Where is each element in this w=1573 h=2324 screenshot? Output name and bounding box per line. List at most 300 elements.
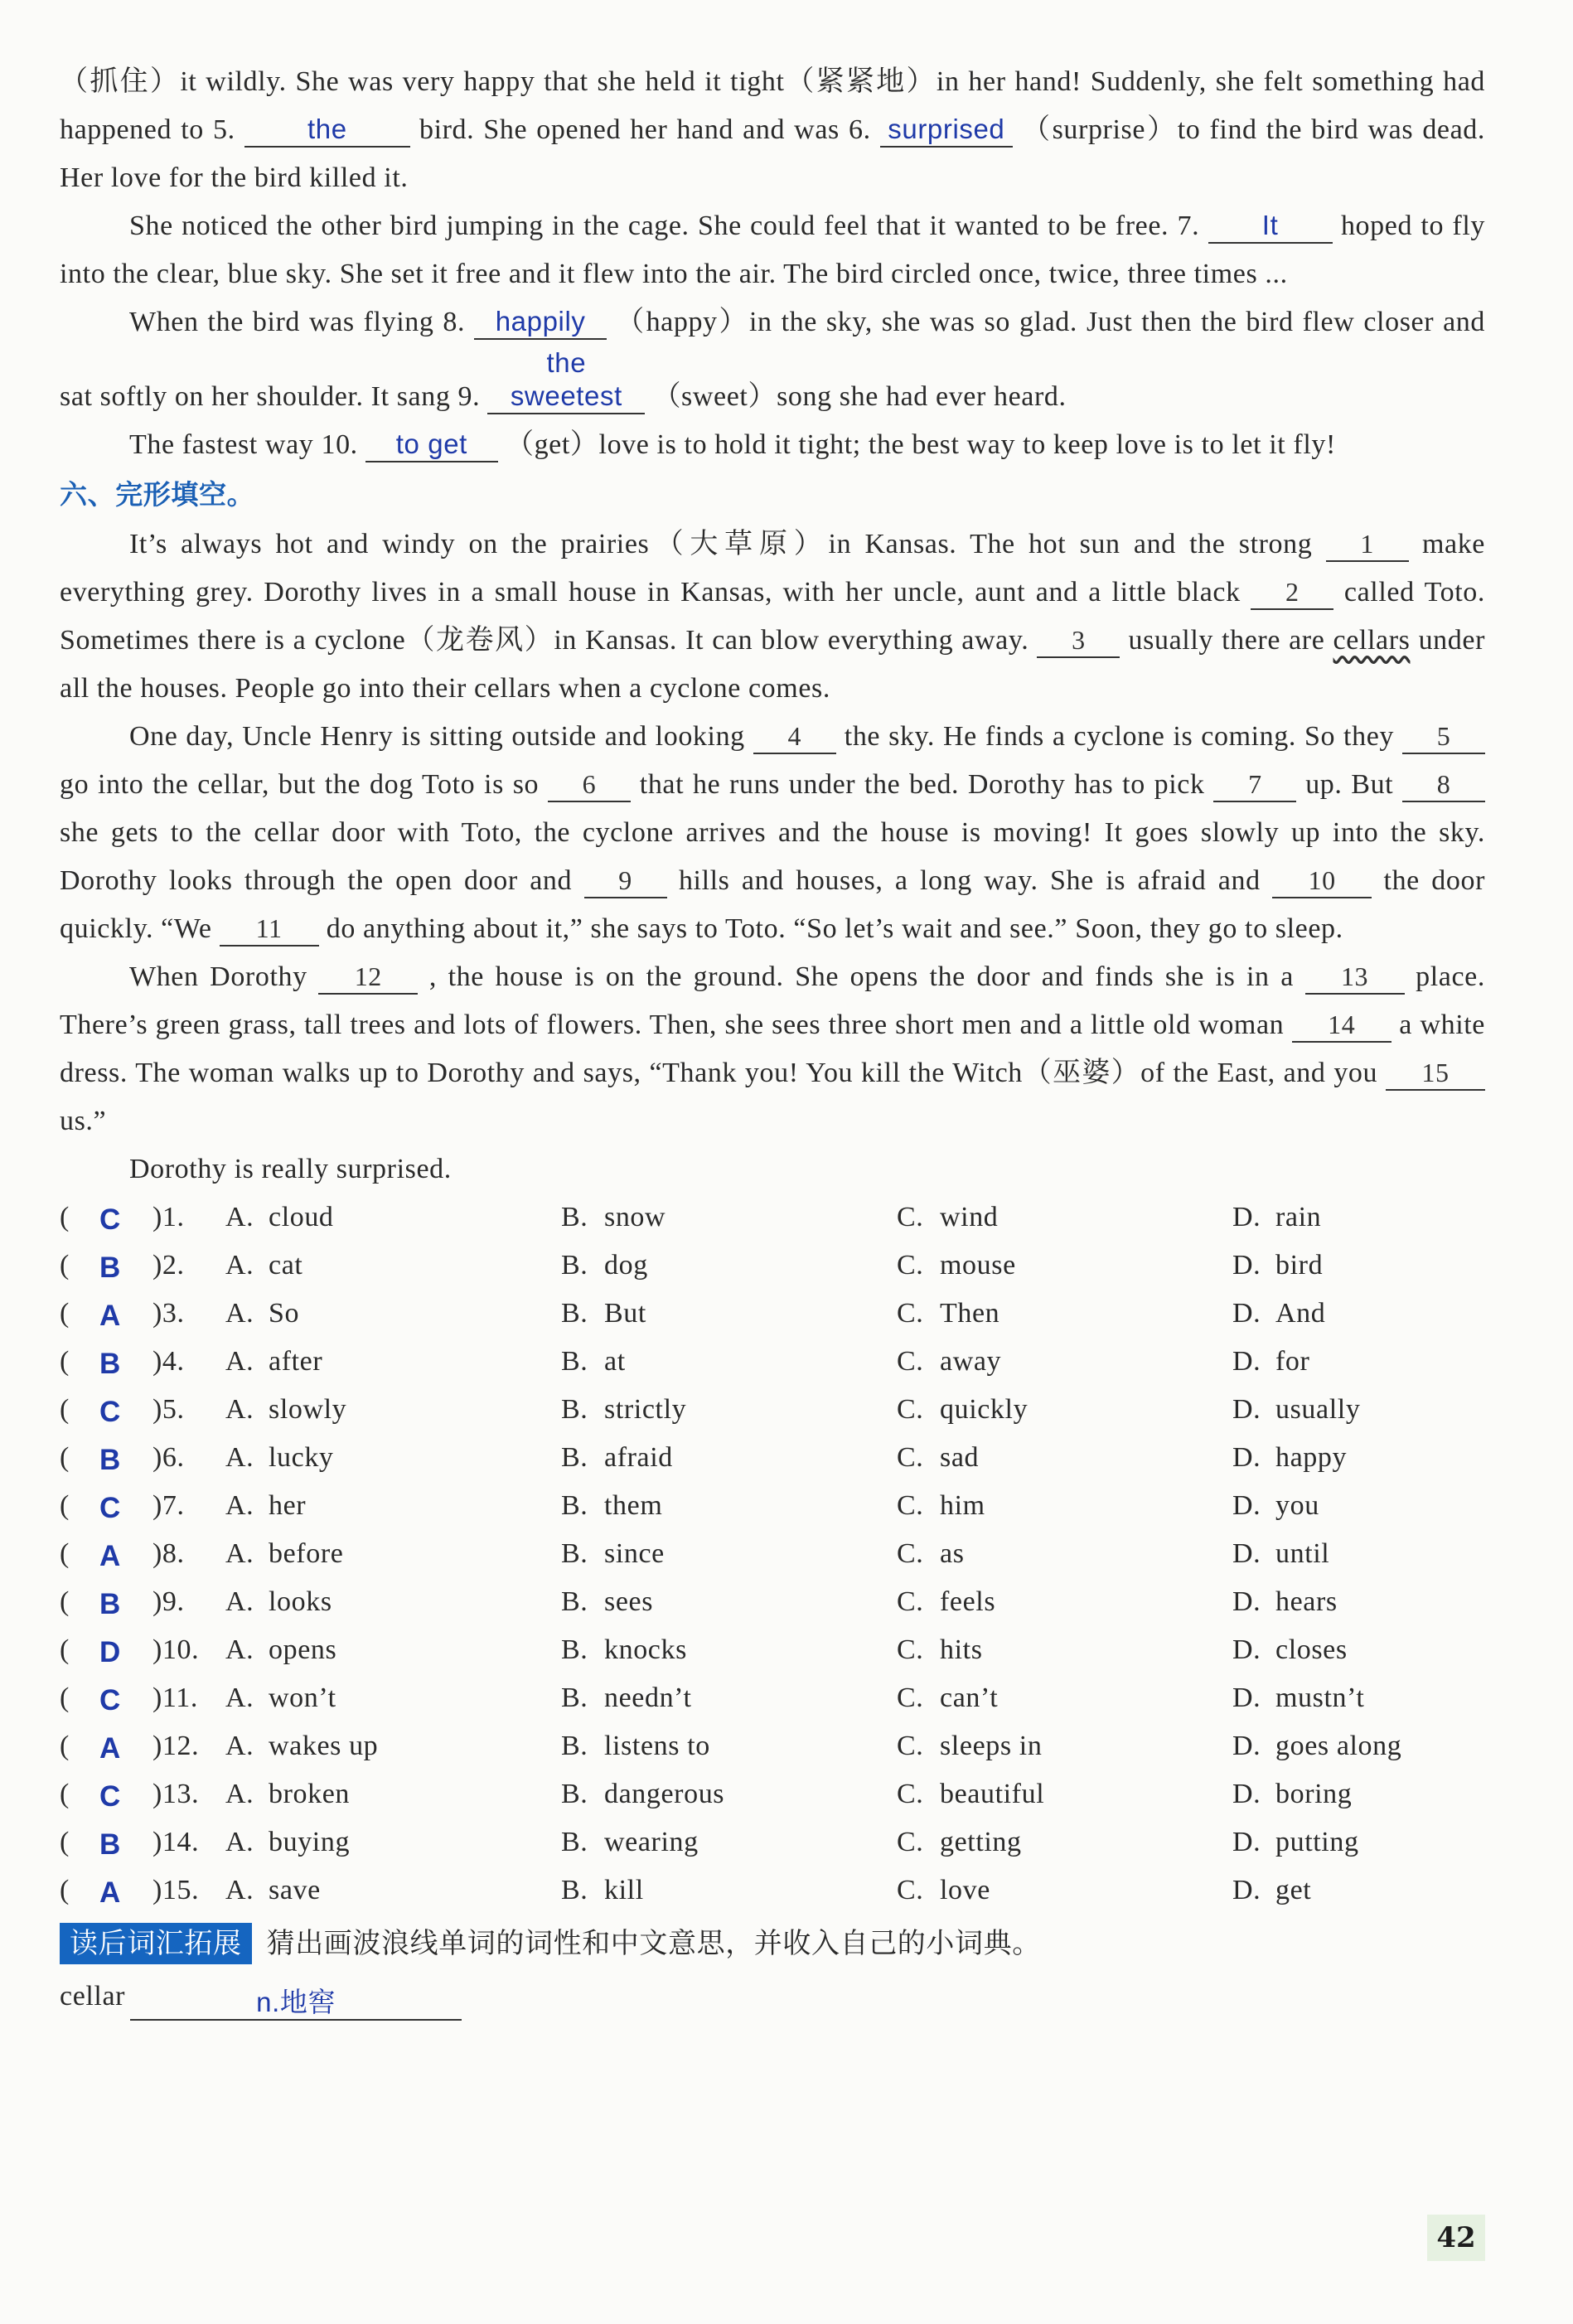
choice-row <box>60 1818 1485 1866</box>
option-label: B. <box>561 1682 588 1713</box>
open-paren: ( <box>60 1346 70 1377</box>
answer-letter: C <box>99 1396 121 1428</box>
text: When the bird was flying 8. <box>129 307 466 337</box>
option-a <box>225 1290 561 1338</box>
option-d <box>1232 1578 1338 1626</box>
vocab-answer-line <box>60 1973 1485 2021</box>
option-d <box>1232 1338 1309 1386</box>
text: place. There’s green grass, tall trees and lots of flowers. Then, she sees three short men and a little old woman <box>60 961 1485 1040</box>
cloze-blank-8: 8 <box>1402 767 1485 802</box>
option-label: C. <box>897 1298 924 1329</box>
option-d <box>1232 1770 1352 1818</box>
cloze-blank-12: 12 <box>318 960 418 995</box>
option-label: B. <box>561 1779 588 1809</box>
option-text: dangerous <box>604 1779 725 1809</box>
option-label: C. <box>897 1634 924 1665</box>
choice-row <box>60 1722 1485 1770</box>
option-label: D. <box>1232 1682 1261 1713</box>
open-paren: ( <box>60 1250 70 1281</box>
passage-paragraph-1 <box>60 58 1485 202</box>
question-number: )6. <box>152 1442 185 1473</box>
option-a <box>225 1530 561 1578</box>
option-label: D. <box>1232 1538 1261 1569</box>
option-text: sad <box>940 1442 980 1473</box>
text: One day, Uncle Henry is sitting outside and looking <box>129 721 745 752</box>
option-label: B. <box>561 1490 588 1521</box>
answer-letter: B <box>99 1588 121 1620</box>
text: the door quickly. “We <box>60 865 1486 944</box>
text: make everything grey. Dorothy lives in a small house in Kansas, with her uncle, aunt and a little black <box>60 529 1485 608</box>
option-text: looks <box>269 1586 332 1617</box>
option-d <box>1232 1193 1321 1242</box>
choice-row <box>60 1578 1485 1626</box>
choice-row <box>60 1434 1485 1482</box>
option-text: love <box>940 1875 990 1905</box>
option-text: hears <box>1275 1586 1338 1617</box>
option-text: rain <box>1275 1202 1322 1232</box>
option-text: as <box>940 1538 965 1569</box>
open-paren: ( <box>60 1490 70 1521</box>
option-b <box>561 1290 897 1338</box>
vocab-instruction: 猜出画波浪线单词的词性和中文意思，并收入自己的小词典。 <box>266 1927 1041 1960</box>
answer-letter: A <box>99 1876 121 1909</box>
cloze-blank-9: 9 <box>584 864 667 898</box>
answer-letter: C <box>99 1684 121 1716</box>
vocab-word: cellar <box>60 1981 126 2012</box>
text: go into the cellar, but the dog Toto is so <box>60 769 540 800</box>
option-text: until <box>1275 1538 1330 1569</box>
option-label: A. <box>225 1346 254 1377</box>
option-a <box>225 1818 561 1866</box>
option-text: boring <box>1275 1779 1353 1809</box>
text: She noticed the other bird jumping in the cage. She could feel that it wanted to be free. 7. <box>129 211 1200 241</box>
question-number: )2. <box>152 1250 185 1281</box>
answer-blank-7: It <box>1208 209 1333 244</box>
option-text: sees <box>604 1586 654 1617</box>
choice-row <box>60 1193 1485 1242</box>
option-label: D. <box>1232 1586 1261 1617</box>
text: The fastest way 10. <box>129 429 358 460</box>
option-text: lucky <box>269 1442 334 1473</box>
text: the sky. He finds a cyclone is coming. So they <box>844 721 1394 752</box>
option-c <box>897 1578 1232 1626</box>
page-number: 42 <box>1427 2215 1485 2261</box>
question-number: )12. <box>152 1731 200 1761</box>
option-label: A. <box>225 1394 254 1425</box>
cloze-blank-4: 4 <box>753 719 836 754</box>
option-label: D. <box>1232 1442 1261 1473</box>
option-label: C. <box>897 1875 924 1905</box>
option-text: dog <box>604 1250 648 1281</box>
answer-letter: B <box>99 1828 121 1861</box>
option-text: you <box>1275 1490 1319 1521</box>
question-number: )13. <box>152 1779 200 1809</box>
option-label: D. <box>1232 1827 1261 1857</box>
open-paren: ( <box>60 1442 70 1473</box>
option-c <box>897 1290 1232 1338</box>
option-label: A. <box>225 1202 254 1232</box>
text: （抓住）it wildly. She was very happy that she held it tight（紧紧地）in her hand! Suddenly, she felt something had happened to 5. <box>60 66 1485 145</box>
option-a <box>225 1722 561 1770</box>
option-text: needn’t <box>604 1682 692 1713</box>
wavy-word-cellars: cellars <box>1333 625 1411 656</box>
option-label: B. <box>561 1442 588 1473</box>
option-label: A. <box>225 1682 254 1713</box>
option-label: C. <box>897 1538 924 1569</box>
option-text: feels <box>940 1586 996 1617</box>
option-b <box>561 1866 897 1915</box>
text: called Toto. Sometimes there is a cyclone（龙卷风）in Kansas. It can blow everything away. <box>60 577 1486 656</box>
option-d <box>1232 1290 1325 1338</box>
option-label: C. <box>897 1682 924 1713</box>
choice-row <box>60 1866 1485 1915</box>
question-number: )9. <box>152 1586 185 1617</box>
option-b <box>561 1338 897 1386</box>
option-b <box>561 1770 897 1818</box>
option-text: beautiful <box>940 1779 1045 1809</box>
option-text: And <box>1275 1298 1326 1329</box>
option-text: her <box>269 1490 307 1521</box>
question-number: )10. <box>152 1634 200 1665</box>
option-label: D. <box>1232 1634 1261 1665</box>
option-text: putting <box>1275 1827 1359 1857</box>
option-c <box>897 1674 1232 1722</box>
option-label: A. <box>225 1634 254 1665</box>
option-d <box>1232 1866 1311 1915</box>
option-text: afraid <box>604 1442 673 1473</box>
option-text: wakes up <box>269 1731 379 1761</box>
option-text: closes <box>1275 1634 1348 1665</box>
cloze-paragraph-3 <box>60 953 1485 1145</box>
open-paren: ( <box>60 1827 70 1857</box>
option-label: C. <box>897 1827 924 1857</box>
option-label: B. <box>561 1634 588 1665</box>
cloze-paragraph-2 <box>60 713 1485 953</box>
option-text: them <box>604 1490 663 1521</box>
open-paren: ( <box>60 1779 70 1809</box>
question-number: )4. <box>152 1346 185 1377</box>
option-c <box>897 1386 1232 1434</box>
option-text: bird <box>1275 1250 1324 1281</box>
open-paren: ( <box>60 1875 70 1905</box>
option-a <box>225 1338 561 1386</box>
option-text: buying <box>269 1827 351 1857</box>
open-paren: ( <box>60 1634 70 1665</box>
answer-blank-9: the sweetest <box>487 346 645 414</box>
question-number: )7. <box>152 1490 185 1521</box>
answer-blank-8: happily <box>474 305 607 340</box>
option-label: A. <box>225 1779 254 1809</box>
passage-paragraph-4 <box>60 421 1485 469</box>
option-label: B. <box>561 1298 588 1329</box>
option-text: broken <box>269 1779 351 1809</box>
option-d <box>1232 1434 1347 1482</box>
option-c <box>897 1530 1232 1578</box>
section-title-cloze: 六、完形填空。 <box>60 478 255 511</box>
vocab-extension <box>60 1920 1485 1968</box>
option-b <box>561 1434 897 1482</box>
option-label: A. <box>225 1298 254 1329</box>
answer-letter: B <box>99 1252 121 1284</box>
option-label: D. <box>1232 1490 1261 1521</box>
open-paren: ( <box>60 1731 70 1761</box>
option-d <box>1232 1674 1364 1722</box>
option-c <box>897 1338 1232 1386</box>
option-c <box>897 1242 1232 1290</box>
option-text: cat <box>269 1250 303 1281</box>
passage-paragraph-2 <box>60 202 1485 298</box>
choice-row <box>60 1530 1485 1578</box>
option-text: can’t <box>940 1682 999 1713</box>
option-text: strictly <box>604 1394 687 1425</box>
option-c <box>897 1818 1232 1866</box>
option-label: A. <box>225 1586 254 1617</box>
option-text: get <box>1275 1875 1312 1905</box>
option-b <box>561 1386 897 1434</box>
option-b <box>561 1530 897 1578</box>
cloze-blank-5: 5 <box>1402 719 1485 754</box>
option-text: for <box>1275 1346 1310 1377</box>
option-text: sleeps in <box>940 1731 1043 1761</box>
text: a white dress. The woman walks up to Dorothy and says, “Thank you! You kill the Witch（巫婆）of the East, and you <box>60 1009 1485 1088</box>
question-number: )8. <box>152 1538 185 1569</box>
option-a <box>225 1770 561 1818</box>
option-label: C. <box>897 1346 924 1377</box>
answer-blank-10: to get <box>365 428 498 462</box>
open-paren: ( <box>60 1394 70 1425</box>
option-label: D. <box>1232 1394 1261 1425</box>
answer-letter: C <box>99 1780 121 1813</box>
option-label: C. <box>897 1442 924 1473</box>
option-label: A. <box>225 1538 254 1569</box>
option-text: quickly <box>940 1394 1028 1425</box>
option-text: knocks <box>604 1634 687 1665</box>
option-a <box>225 1578 561 1626</box>
option-label: C. <box>897 1731 924 1761</box>
option-label: A. <box>225 1490 254 1521</box>
option-d <box>1232 1722 1401 1770</box>
option-label: C. <box>897 1394 924 1425</box>
option-text: goes along <box>1275 1731 1402 1761</box>
question-number: )14. <box>152 1827 200 1857</box>
option-label: D. <box>1232 1250 1261 1281</box>
worksheet-page <box>60 58 1485 2021</box>
answer-letter: B <box>99 1444 121 1476</box>
cloze-blank-13: 13 <box>1305 960 1405 995</box>
open-paren: ( <box>60 1202 70 1232</box>
option-text: mustn’t <box>1275 1682 1365 1713</box>
choice-row <box>60 1290 1485 1338</box>
option-a <box>225 1193 561 1242</box>
option-text: opens <box>269 1634 337 1665</box>
option-text: But <box>604 1298 646 1329</box>
option-a <box>225 1626 561 1674</box>
open-paren: ( <box>60 1586 70 1617</box>
option-label: B. <box>561 1538 588 1569</box>
option-label: D. <box>1232 1202 1261 1232</box>
text: under all the houses. People go into their cellars when a cyclone comes. <box>60 625 1485 704</box>
option-b <box>561 1482 897 1530</box>
option-d <box>1232 1242 1323 1290</box>
option-c <box>897 1770 1232 1818</box>
option-c <box>897 1626 1232 1674</box>
option-label: B. <box>561 1202 588 1232</box>
text: do anything about it,” she says to Toto. “So let’s wait and see.” Soon, they go to sleep. <box>326 913 1343 944</box>
choice-row <box>60 1626 1485 1674</box>
option-a <box>225 1434 561 1482</box>
open-paren: ( <box>60 1298 70 1329</box>
option-c <box>897 1193 1232 1242</box>
option-d <box>1232 1818 1359 1866</box>
cloze-blank-11: 11 <box>220 912 319 947</box>
cloze-blank-6: 6 <box>548 767 631 802</box>
option-label: A. <box>225 1875 254 1905</box>
text: up. But <box>1305 769 1394 800</box>
choice-list <box>60 1193 1485 1915</box>
option-label: B. <box>561 1250 588 1281</box>
option-a <box>225 1674 561 1722</box>
option-label: B. <box>561 1731 588 1761</box>
option-d <box>1232 1386 1360 1434</box>
answer-letter: A <box>99 1300 121 1332</box>
option-a <box>225 1386 561 1434</box>
vocab-answer-blank: n.地窖 <box>130 1986 462 2021</box>
option-b <box>561 1193 897 1242</box>
option-c <box>897 1722 1232 1770</box>
choice-row <box>60 1482 1485 1530</box>
option-text: listens to <box>604 1731 710 1761</box>
option-text: getting <box>940 1827 1022 1857</box>
text: （happy）in the sky, she was so glad. Just then the bird flew closer and sat softly on her shoulder. It sang 9. <box>60 307 1485 412</box>
vocab-tag: 读后词汇拓展 <box>60 1923 252 1964</box>
question-number: )1. <box>152 1202 185 1232</box>
option-label: A. <box>225 1827 254 1857</box>
option-b <box>561 1722 897 1770</box>
choice-row <box>60 1338 1485 1386</box>
option-c <box>897 1482 1232 1530</box>
question-number: )5. <box>152 1394 185 1425</box>
choice-row <box>60 1242 1485 1290</box>
cloze-blank-3: 3 <box>1037 623 1120 658</box>
text: It’s always hot and windy on the prairies（大草原）in Kansas. The hot sun and the strong <box>129 529 1313 559</box>
option-text: wearing <box>604 1827 699 1857</box>
option-a <box>225 1866 561 1915</box>
answer-letter: B <box>99 1348 121 1380</box>
choice-row <box>60 1770 1485 1818</box>
option-text: snow <box>604 1202 666 1232</box>
option-text: usually <box>1275 1394 1361 1425</box>
open-paren: ( <box>60 1682 70 1713</box>
option-text: won’t <box>269 1682 336 1713</box>
cloze-blank-1: 1 <box>1326 527 1409 562</box>
option-label: B. <box>561 1346 588 1377</box>
option-c <box>897 1866 1232 1915</box>
question-number: )15. <box>152 1875 200 1905</box>
cloze-blank-15: 15 <box>1386 1056 1485 1091</box>
text: , the house is on the ground. She opens the door and finds she is in a <box>428 961 1294 992</box>
answer-letter: A <box>99 1540 121 1572</box>
option-text: save <box>269 1875 321 1905</box>
choice-row <box>60 1674 1485 1722</box>
cloze-blank-10: 10 <box>1272 864 1372 898</box>
answer-blank-6: surprised <box>880 113 1013 148</box>
option-b <box>561 1818 897 1866</box>
option-label: D. <box>1232 1779 1261 1809</box>
text: us.” <box>60 1106 107 1136</box>
option-label: C. <box>897 1490 924 1521</box>
text: hoped to fly into the clear, blue sky. She set it free and it flew into the air. The bird circled once, twice, three times ... <box>60 211 1485 289</box>
option-text: before <box>269 1538 344 1569</box>
option-label: C. <box>897 1779 924 1809</box>
option-b <box>561 1578 897 1626</box>
question-number: )11. <box>152 1682 198 1713</box>
option-text: at <box>604 1346 626 1377</box>
option-label: B. <box>561 1875 588 1905</box>
option-label: D. <box>1232 1346 1261 1377</box>
answer-letter: C <box>99 1203 121 1236</box>
option-d <box>1232 1626 1348 1674</box>
option-b <box>561 1626 897 1674</box>
option-label: B. <box>561 1394 588 1425</box>
text: （sweet）song she had ever heard. <box>652 381 1067 412</box>
option-label: B. <box>561 1586 588 1617</box>
text: hills and houses, a long way. She is afraid and <box>678 865 1261 896</box>
cloze-paragraph-4: Dorothy is really surprised. <box>129 1154 452 1184</box>
option-label: C. <box>897 1586 924 1617</box>
option-b <box>561 1242 897 1290</box>
cloze-blank-2: 2 <box>1251 575 1333 610</box>
answer-letter: A <box>99 1732 121 1765</box>
option-text: So <box>269 1298 300 1329</box>
option-label: A. <box>225 1250 254 1281</box>
option-a <box>225 1482 561 1530</box>
text: bird. She opened her hand and was 6. <box>419 114 871 145</box>
text: that he runs under the bed. Dorothy has to pick <box>639 769 1205 800</box>
text: usually there are <box>1128 625 1325 656</box>
option-label: A. <box>225 1731 254 1761</box>
option-b <box>561 1674 897 1722</box>
option-text: him <box>940 1490 985 1521</box>
answer-blank-5: the <box>244 113 410 148</box>
option-text: mouse <box>940 1250 1016 1281</box>
choice-row <box>60 1386 1485 1434</box>
option-label: A. <box>225 1442 254 1473</box>
answer-letter: C <box>99 1492 121 1524</box>
option-text: kill <box>604 1875 644 1905</box>
option-label: D. <box>1232 1875 1261 1905</box>
option-label: C. <box>897 1250 924 1281</box>
option-d <box>1232 1482 1319 1530</box>
text: （get）love is to hold it tight; the best way to keep love is to let it fly! <box>505 429 1336 460</box>
option-text: slowly <box>269 1394 347 1425</box>
open-paren: ( <box>60 1538 70 1569</box>
option-text: since <box>604 1538 665 1569</box>
option-label: C. <box>897 1202 924 1232</box>
text: （surprise）to find the bird was dead. Her love for the bird killed it. <box>60 114 1486 193</box>
option-label: D. <box>1232 1731 1261 1761</box>
option-c <box>897 1434 1232 1482</box>
question-number: )3. <box>152 1298 185 1329</box>
option-text: Then <box>940 1298 1000 1329</box>
text: When Dorothy <box>129 961 307 992</box>
option-d <box>1232 1530 1329 1578</box>
cloze-blank-14: 14 <box>1292 1008 1392 1043</box>
option-label: D. <box>1232 1298 1261 1329</box>
option-text: away <box>940 1346 1002 1377</box>
option-text: cloud <box>269 1202 334 1232</box>
text: she gets to the cellar door with Toto, the cyclone arrives and the house is moving! It goes slowly up into the sky. Dorothy looks through the open door and <box>60 817 1485 896</box>
option-text: wind <box>940 1202 999 1232</box>
